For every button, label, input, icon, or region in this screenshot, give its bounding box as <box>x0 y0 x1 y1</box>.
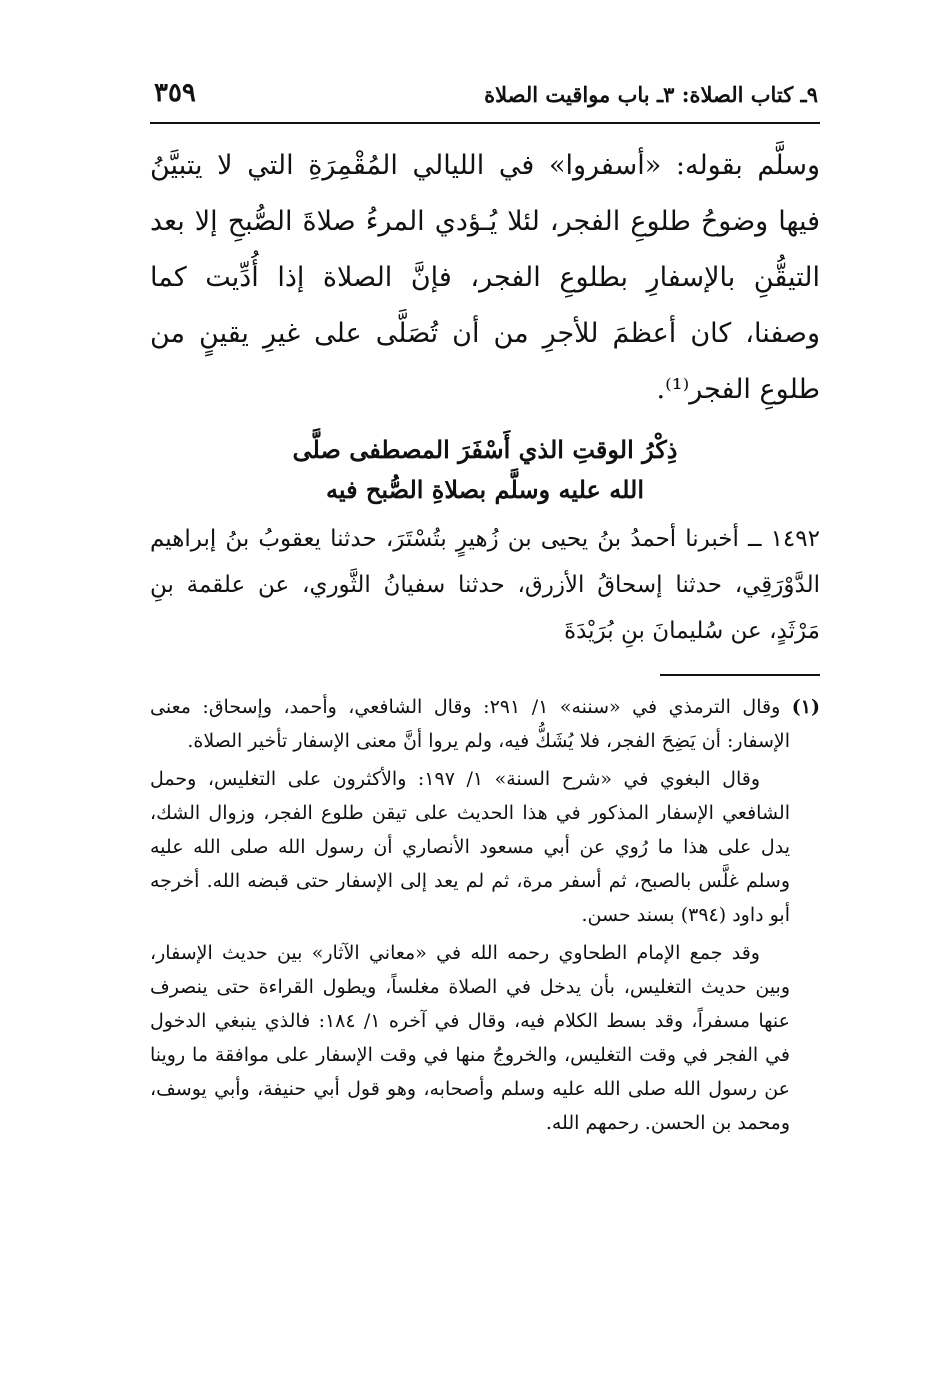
main-text <box>150 138 820 418</box>
section-heading-line1: ذِكْرُ الوقتِ الذي أَسْفَرَ المصطفى صلَّى <box>292 435 678 464</box>
section-heading-line2: الله عليه وسلَّم بصلاةِ الصُّبح فيه <box>325 475 645 504</box>
footnote-1 <box>150 690 820 758</box>
page-number: ٣٥٩ <box>154 78 196 108</box>
footnote-mark: (١) <box>791 696 820 718</box>
footnote-1-paragraph-3: وقد جمع الإمام الطحاوي رحمه الله في «معاني الآثار» بين حديث الإسفار، وبين حديث التغليس، بأن يدخل في الصلاة مغلساً، ويطول القراءة حتى ينصرف عنها مسفراً، وقد بسط الكلام فيه، وقال في آخره ١/ ١٨٤: فالذي ينبغي الدخول في الفجر في وقت التغليس، والخروجُ منها في وقت الإسفار على موافقة ما روينا عن رسول الله صلى الله عليه وسلم وأصحابه، وهو قول أبي حنيفة، وأبي يوسف، ومحمد بن الحسن. رحمهم الله. <box>150 942 790 1134</box>
running-head: ٩ـ كتاب الصلاة: ٣ـ باب مواقيت الصلاة <box>484 82 818 107</box>
hadith-block <box>150 516 820 654</box>
hadith-text: ١٤٩٢ ــ أخبرنا أحمدُ بنُ يحيى بن زُهيرٍ بتُسْتَرَ، حدثنا يعقوبُ بنُ إبراهيم الدَّوْرَقِي، حدثنا إسحاقُ الأزرق، حدثنا سفيانُ الثَّوري، عن علقمة بنِ مَرْثَدٍ، عن سُليمانَ بنِ بُرَيْدَةَ <box>150 526 820 644</box>
footnote-1-paragraph-2: وقال البغوي في «شرح السنة» ١/ ١٩٧: والأكثرون على التغليس، وحمل الشافعي الإسفار المذكور في هذا الحديث على تيقن طلوع الفجر، وزوال الشك، يدل على هذا ما رُوي عن أبي مسعود الأنصاري أن رسول الله صلى الله عليه وسلم غلَّس بالصبح، ثم أسفر مرة، ثم لم يعد إلى الإسفار حتى قبضه الله. أخرجه أبو داود (٣٩٤) بسند حسن. <box>150 768 790 926</box>
main-paragraph: وسلَّم بقوله: «أسفروا» في الليالي المُقْمِرَةِ التي لا يتبيَّنُ فيها وضوحُ طلوعِ الفجر، لئلا يُـؤدي المرءُ صلاةَ الصُّبحِ إلا بعد التيقُّنِ بالإسفارِ بطلوعِ الفجر، فإنَّ الصلاة إذا أُدِّيت كما وصفنا، كان أعظمَ للأجرِ من أن تُصَلَّى على غيرِ يقينٍ من طلوعِ الفجر⁽¹⁾. <box>150 150 820 405</box>
footnotes <box>150 690 820 1140</box>
section-heading <box>150 430 820 510</box>
book-page <box>150 78 820 1144</box>
footnote-separator <box>660 674 820 676</box>
page-header <box>150 78 820 124</box>
footnote-1-text: وقال الترمذي في «سننه» ١/ ٢٩١: وقال الشافعي، وأحمد، وإسحاق: معنى الإسفار: أن يَضِحَ الفجر، فلا يُشَكُّ فيه، ولم يروا أنَّ معنى الإسفار تأخير الصلاة. <box>150 696 790 752</box>
